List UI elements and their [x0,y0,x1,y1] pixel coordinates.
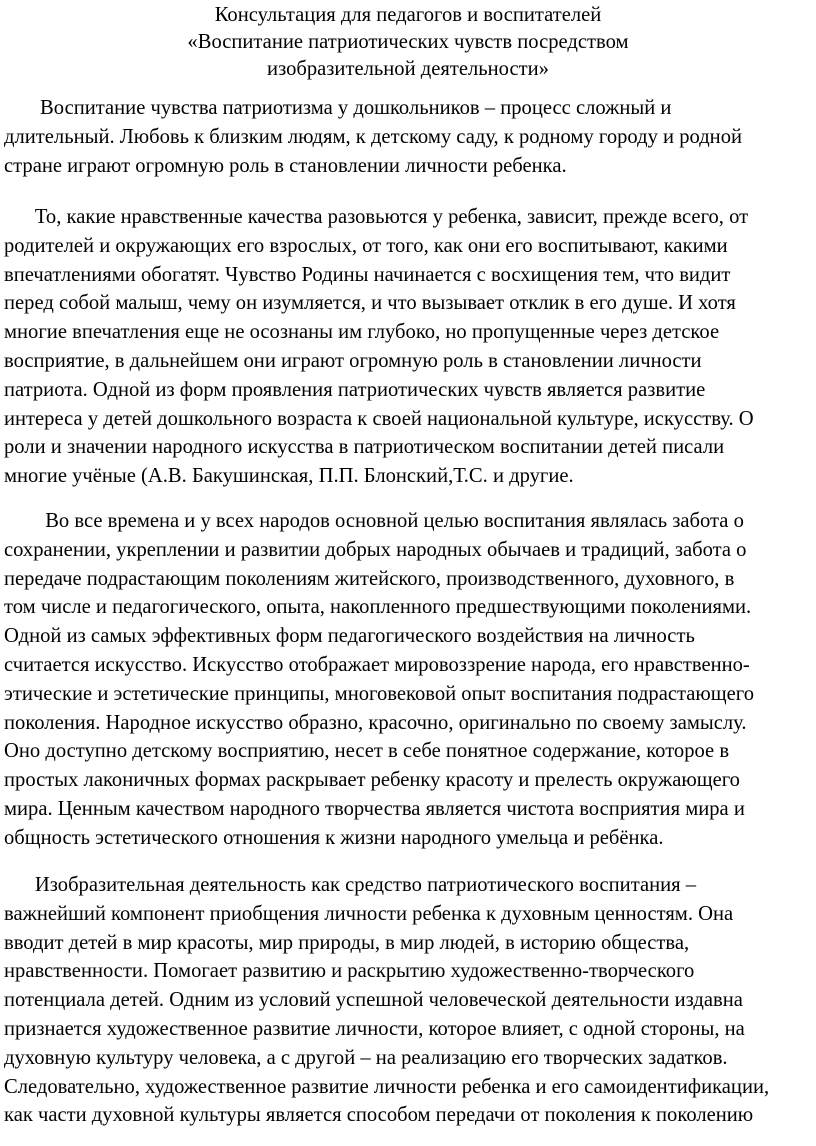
paragraph-line: вводит детей в мир красоты, мир природы, в мир людей, в историю общества, [4,931,690,954]
paragraph-line: Во все времена и у всех народов основной целью воспитания являлась забота о [4,510,744,532]
paragraph-line: важнейший компонент приобщения личности ребенка к духовным ценностям. Она [4,902,734,925]
paragraph-line: патриота. Одной из форм проявления патриотических чувств является развитие [4,378,706,401]
paragraph-line: Воспитание чувства патриотизма у дошкольников – процесс сложный и [4,97,672,119]
paragraph-line: этические и эстетические принципы, многовековой опыт воспитания подрастающего [4,682,755,705]
paragraph-line: длительный. Любовь к близким людям, к детскому саду, к родному городу и родной [4,125,743,148]
paragraph-line: потенциала детей. Одним из условий успешной человеческой деятельности издавна [4,989,743,1012]
paragraph-1 [4,94,816,180]
paragraph-line: стране играют огромную роль в становлении личности ребенка. [4,154,567,177]
paragraph-line: духовную культуру человека, а с другой – на реализацию его творческих задатков. [4,1046,728,1069]
paragraph-2 [4,203,816,491]
paragraph-line: поколения. Народное искусство образно, красочно, оригинально по своему замыслу. [4,711,747,734]
paragraph-line: роли и значении народного искусства в патриотическом воспитании детей писали [4,436,725,459]
paragraph-line: родителей и окружающих его взрослых, от того, как они его воспитывают, какими [4,234,728,257]
paragraph-line: мира. Ценным качеством народного творчества является чистота восприятия мира и [4,797,745,820]
document-title [0,2,816,83]
paragraph-line: признается художественное развитие личности, которое влияет, с одной стороны, на [4,1017,745,1040]
paragraph-line: многие впечатления еще не осознаны им глубоко, но пропущенные через детское [4,321,720,344]
paragraph-line: общность эстетического отношения к жизни народного умельца и ребёнка. [4,826,664,849]
paragraph-line: впечатлениями обогатят. Чувство Родины начинается с восхищения тем, что видит [4,263,731,286]
paragraph-line: Оно доступно детскому восприятию, несет в себе понятное содержание, которое в [4,740,730,763]
paragraph-line: считается искусство. Искусство отображает мировоззрение народа, его нравственно- [4,653,750,676]
paragraph-line: Изобразительная деятельность как средство патриотического воспитания – [4,874,697,896]
paragraph-line: передаче подрастающим поколениям житейского, производственного, духовного, в [4,567,735,590]
paragraph-line: Одной из самых эффективных форм педагогического воздействия на личность [4,625,695,648]
paragraph-line: том числе и педагогического, опыта, накопленного предшествующими поколениями. [4,596,752,619]
title-line-1: Консультация для педагогов и воспитателей [214,4,602,26]
paragraph-3 [4,507,816,853]
paragraph-4 [4,871,816,1130]
paragraph-line: То, какие нравственные качества разовьются у ребенка, зависит, прежде всего, от [4,206,749,228]
paragraph-line: перед собой малыш, чему он изумляется, и что вызывает отклик в его душе. И хотя [4,292,736,315]
paragraph-line: Следовательно, художественное развитие личности ребенка и его самоидентификации, [4,1075,770,1098]
title-line-3: изобразительной деятельности» [267,58,549,80]
title-line-2: «Воспитание патриотических чувств посредством [187,31,629,53]
paragraph-line: сохранении, укреплении и развитии добрых народных обычаев и традиций, забота о [4,538,747,561]
paragraph-line: простых лаконичных формах раскрывает ребенку красоту и прелесть окружающего [4,769,740,792]
paragraph-line: многие учёные (А.В. Бакушинская, П.П. Блонский,Т.С. и другие. [4,465,574,488]
paragraph-line: восприятие, в дальнейшем они играют огромную роль в становлении личности [4,349,702,372]
paragraph-line: нравственности. Помогает развитию и раскрытию художественно-творческого [4,960,695,983]
paragraph-line: интереса у детей дошкольного возраста к своей национальной культуре, искусству. О [4,407,754,430]
paragraph-line: как части духовной культуры является способом передачи от поколения к поколению [4,1104,754,1127]
